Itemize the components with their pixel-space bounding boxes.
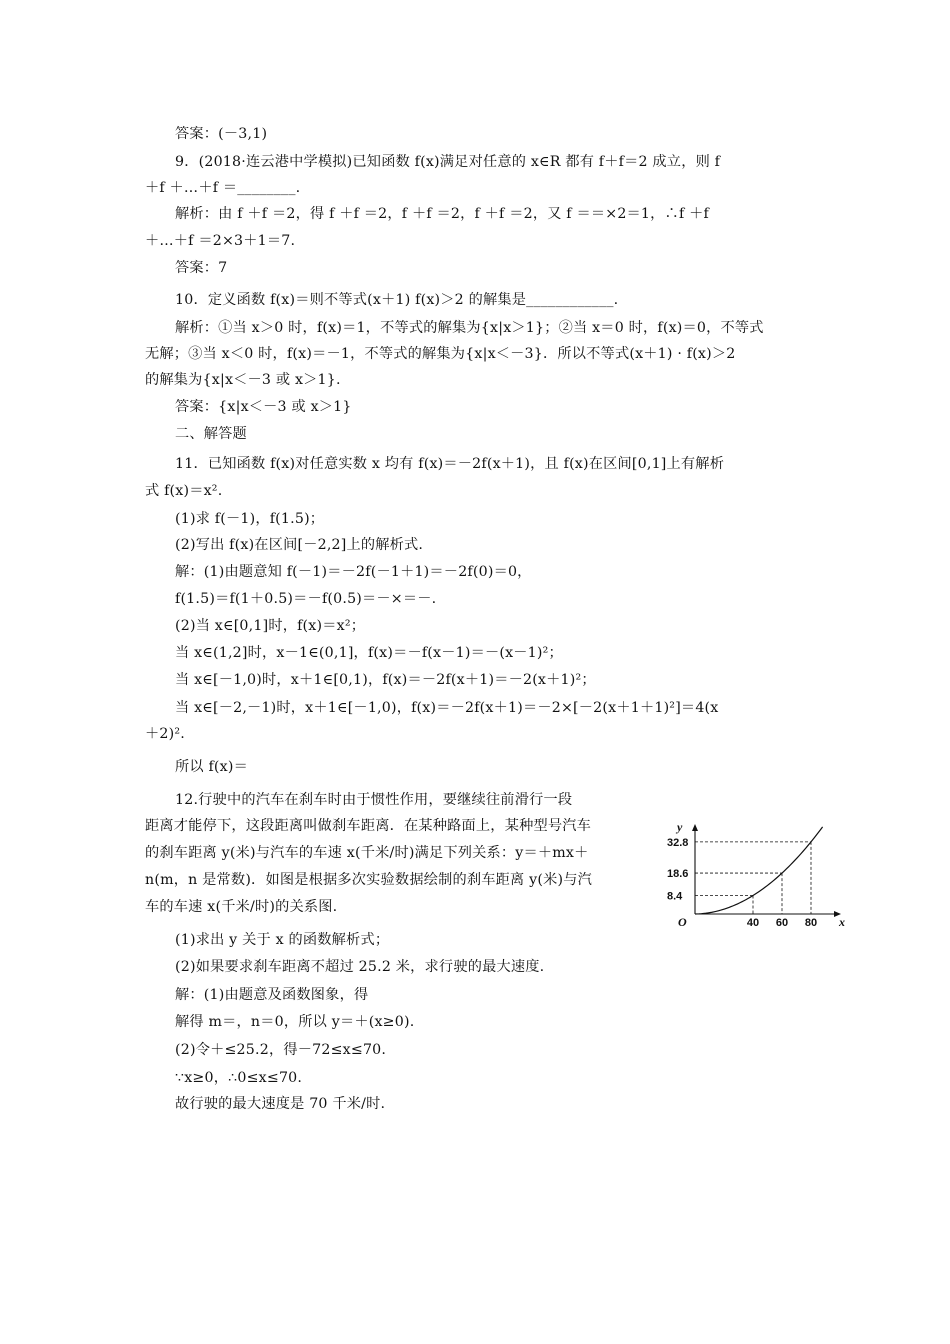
text-line: 二、解答题 [175, 426, 247, 442]
text-line: 解：(1)由题意知 f(－1)＝－2f(－1＋1)＝－2f(0)＝0， [175, 564, 532, 580]
text-line: 所以 f(x)＝ [175, 759, 248, 775]
x-tick-label: 40 [746, 917, 760, 929]
text-line: 的解集为{x|x＜－3 或 x＞1}. [145, 372, 341, 388]
chart-tick-labels [667, 837, 817, 929]
y-tick-label: 32.8 [667, 836, 689, 849]
text-line: ＋f ＋…＋f ＝________. [145, 180, 301, 196]
text-line: 当 x∈[－1,0)时，x＋1∈[0,1)，f(x)＝－2f(x＋1)＝－2(x＋1)²； [175, 672, 596, 688]
x-tick-label: 60 [775, 917, 789, 929]
text-line: 12.行驶中的汽车在刹车时由于惯性作用，要继续往前滑行一段 [175, 792, 573, 808]
text-line: ＋2)². [145, 726, 185, 742]
text-line: 解：(1)由题意及函数图象，得 [175, 987, 369, 1003]
text-line: ＋…＋f ＝2×3＋1＝7. [145, 233, 296, 249]
text-line: 式 f(x)＝x². [145, 483, 223, 499]
text-line: 答案：{x|x＜－3 或 x＞1} [175, 399, 352, 415]
text-line: (1)求出 y 关于 x 的函数解析式； [175, 932, 390, 948]
text-line: ∵x≥0，∴0≤x≤70. [175, 1070, 303, 1086]
text-line: 当 x∈(1,2]时，x－1∈(0,1]，f(x)＝－f(x－1)＝－(x－1)²； [175, 645, 563, 661]
origin-label: O [678, 915, 687, 929]
text-line: n(m，n 是常数)．如图是根据多次实验数据绘制的刹车距离 y(米)与汽 [145, 872, 592, 888]
y-axis-label: y [677, 820, 683, 834]
text-line: 解析：①当 x＞0 时，f(x)＝1，不等式的解集为{x|x＞1}；②当 x＝0 时，f(x)＝0，不等式 [175, 320, 764, 336]
series-curve [695, 827, 823, 914]
chart-guides [695, 842, 811, 914]
text-line: f(1.5)＝f(1＋0.5)＝－f(0.5)＝－×＝－. [175, 591, 437, 607]
text-line: 无解；③当 x＜0 时，f(x)＝－1，不等式的解集为{x|x＜－3}．所以不等式(x＋1) · f(x)＞2 [145, 346, 736, 362]
text-line: (1)求 f(－1)，f(1.5)； [175, 511, 325, 527]
text-line: 距离才能停下，这段距离叫做刹车距离．在某种路面上，某种型号汽车 [145, 818, 592, 834]
text-line: (2)当 x∈[0,1]时，f(x)＝x²； [175, 618, 366, 634]
text-line: (2)令＋≤25.2，得－72≤x≤70. [175, 1042, 387, 1058]
text-line: 答案：(－3,1) [175, 126, 268, 142]
text-line: 故行驶的最大速度是 70 千米/时. [175, 1096, 386, 1112]
text-line: (2)如果要求刹车距离不超过 25.2 米，求行驶的最大速度. [175, 959, 545, 975]
x-axis-label: x [839, 915, 845, 929]
text-line: 9．(2018·连云港中学模拟)已知函数 f(x)满足对任意的 x∈R 都有 f＋f＝2 成立，则 f [175, 154, 721, 170]
text-line: 答案：7 [175, 260, 228, 276]
y-axis-arrow-icon [692, 824, 698, 831]
chart-axes [692, 824, 841, 917]
braking-distance-chart [665, 818, 850, 930]
text-line: 11．已知函数 f(x)对任意实数 x 均有 f(x)＝－2f(x＋1)，且 f(x)在区间[0,1]上有解析 [175, 456, 725, 472]
y-tick-label: 8.4 [667, 890, 683, 903]
text-line: (2)写出 f(x)在区间[－2,2]上的解析式. [175, 537, 424, 553]
text-line: 的刹车距离 y(米)与汽车的车速 x(千米/时)满足下列关系：y＝＋mx＋ [145, 845, 589, 861]
text-line: 当 x∈[－2,－1)时，x＋1∈[－1,0)，f(x)＝－2f(x＋1)＝－2×[－2(x＋1＋1)²]＝4(x [175, 700, 719, 716]
text-line: 解析：由 f ＋f ＝2，得 f ＋f ＝2，f ＋f ＝2，f ＋f ＝2，又 f ＝＝×2＝1，∴f ＋f [175, 206, 709, 222]
text-line: 解得 m＝，n＝0，所以 y＝＋(x≥0). [175, 1014, 415, 1030]
y-tick-label: 18.6 [667, 868, 689, 881]
text-line: 车的车速 x(千米/时)的关系图. [145, 899, 338, 915]
text-line: 10．定义函数 f(x)＝则不等式(x＋1) f(x)＞2 的解集是____________. [175, 292, 619, 308]
x-tick-label: 80 [804, 917, 818, 929]
